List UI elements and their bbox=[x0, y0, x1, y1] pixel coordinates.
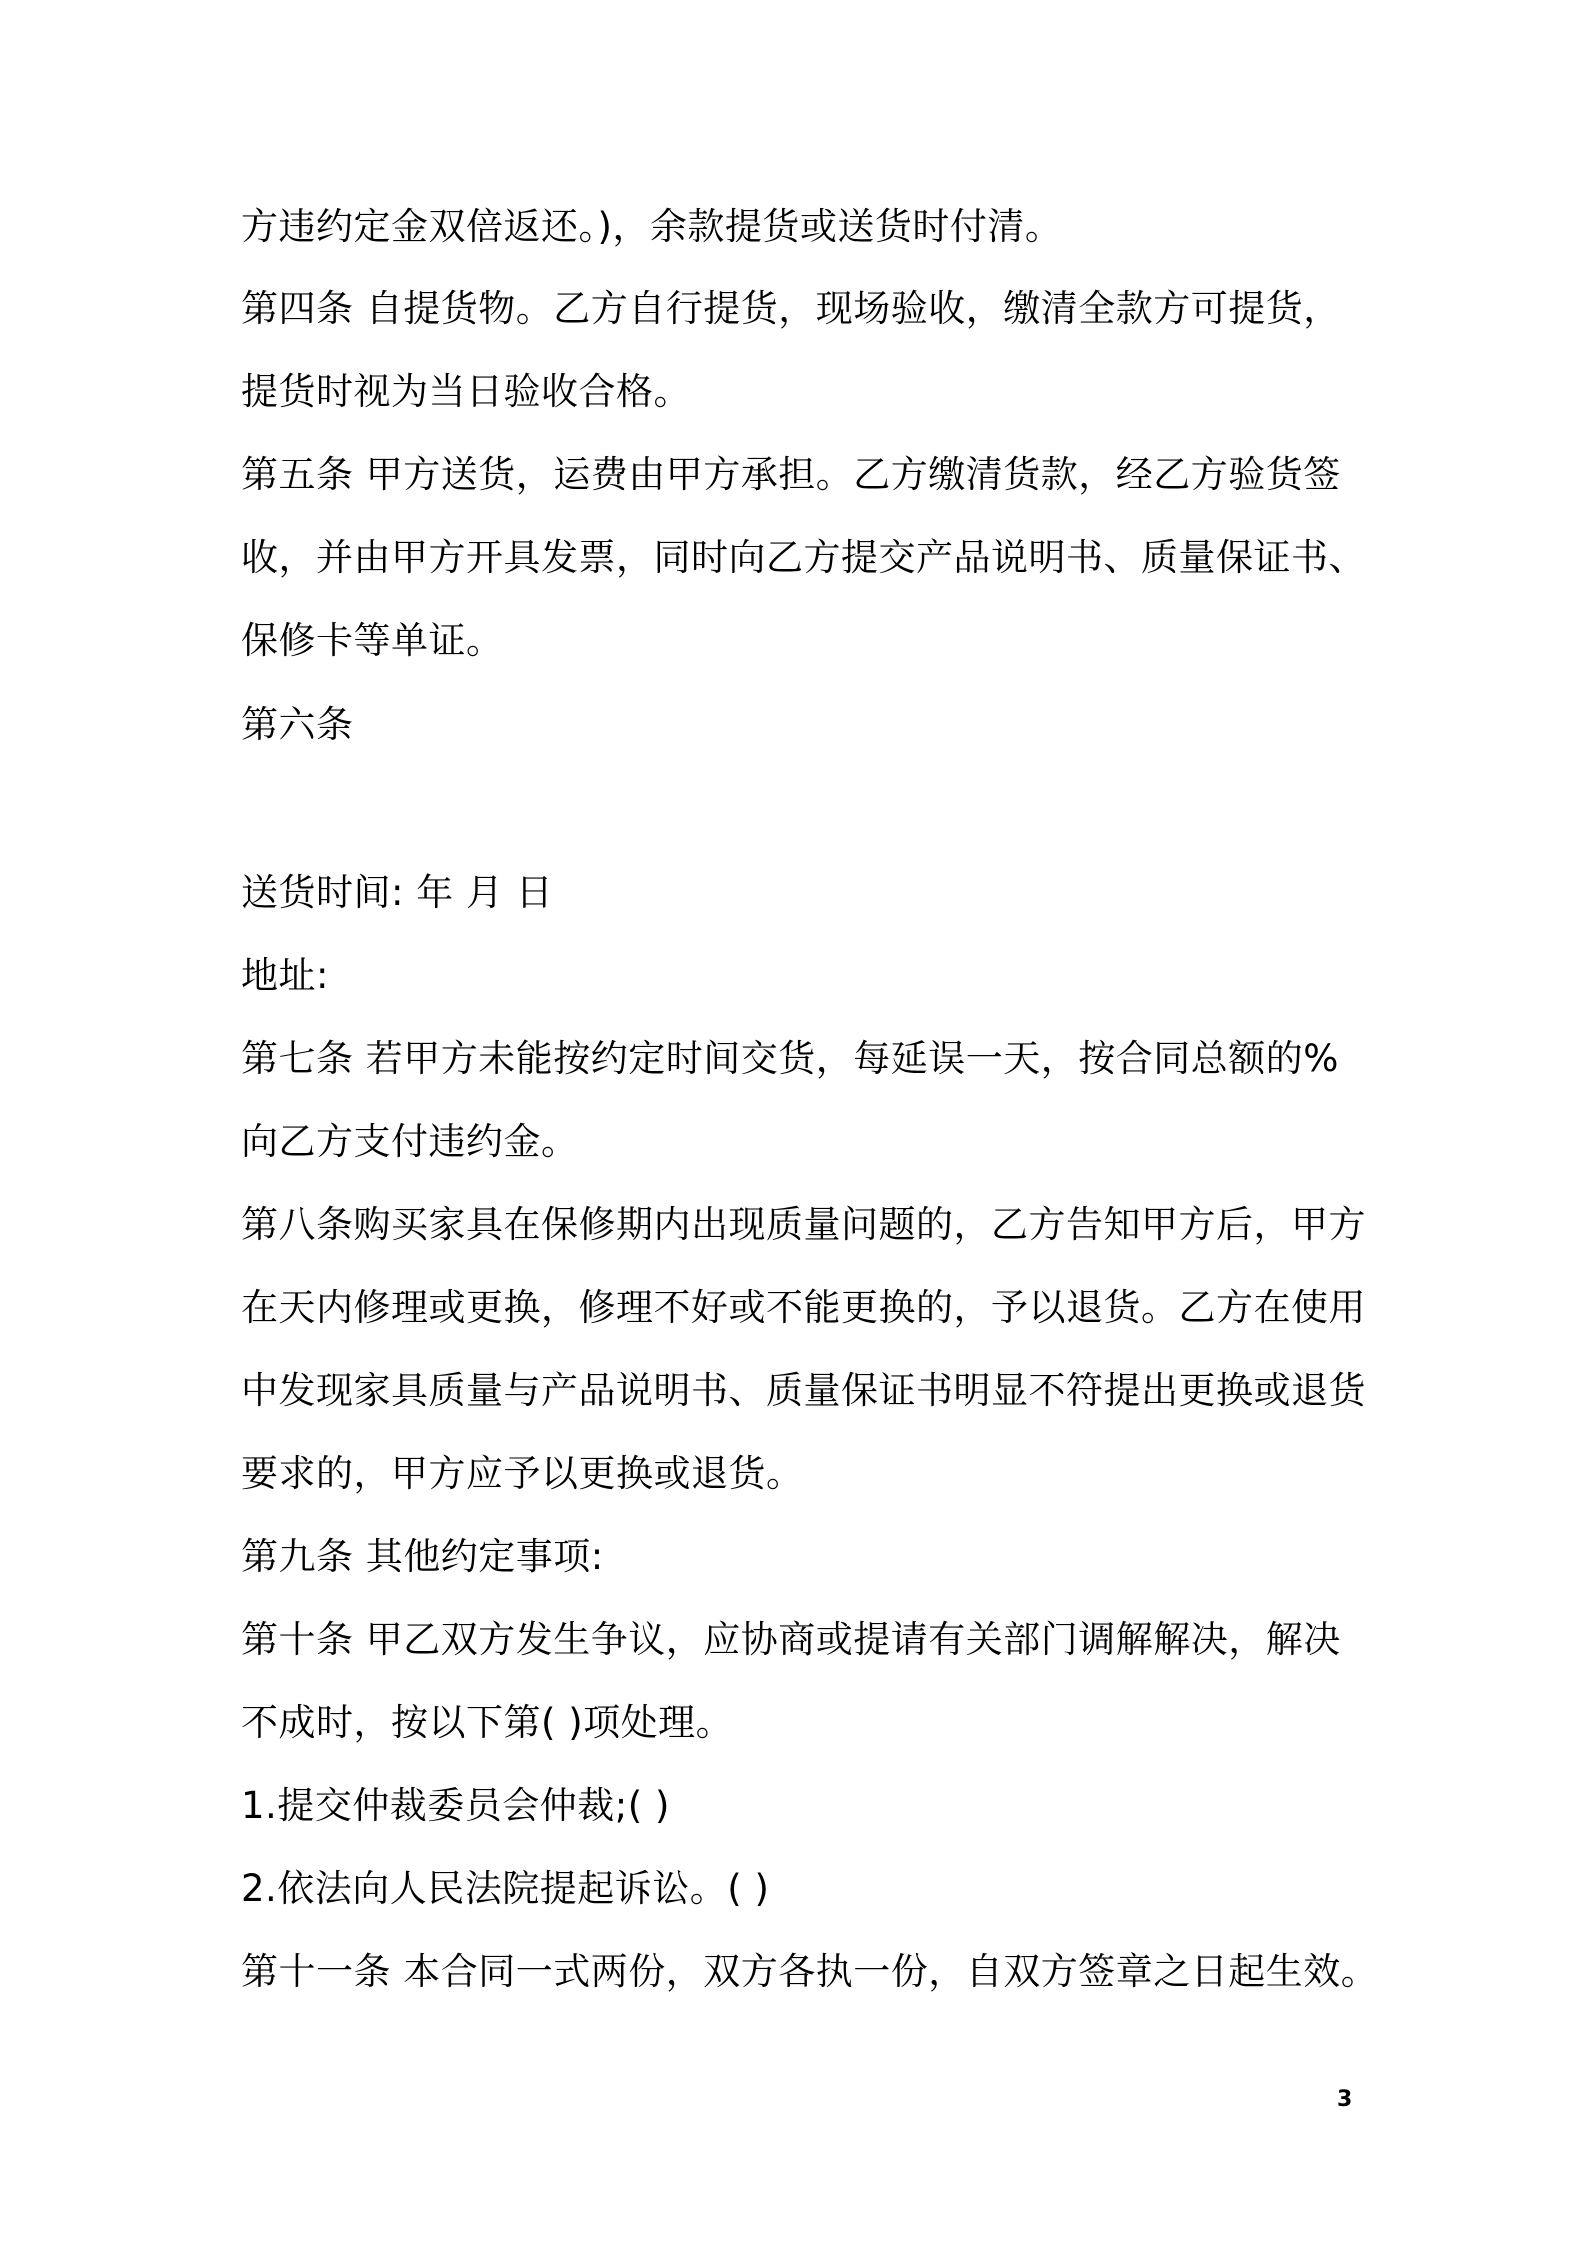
text-line: 方违约定金双倍返还。)，余款提货或送货时付清。 bbox=[241, 205, 1063, 248]
text-line: 保修卡等单证。 bbox=[241, 619, 504, 662]
text-line: 第八条购买家具在保修期内出现质量问题的，乙方告知甲方后，甲方 bbox=[241, 1203, 1366, 1246]
text-line: 地址: bbox=[241, 954, 329, 997]
text-line: 1.提交仲裁委员会仲裁;( ) bbox=[241, 1784, 670, 1827]
text-line: 中发现家具质量与产品说明书、质量保证书明显不符提出更换或退货 bbox=[241, 1369, 1366, 1412]
text-line: 第四条 自提货物。乙方自行提货，现场验收，缴清全款方可提货， bbox=[241, 287, 1341, 330]
text-line: 第七条 若甲方未能按约定时间交货，每延误一天，按合同总额的% bbox=[241, 1037, 1339, 1080]
text-line: 要求的，甲方应予以更换或退货。 bbox=[241, 1452, 804, 1495]
text-line: 向乙方支付违约金。 bbox=[241, 1120, 579, 1163]
text-line: 第六条 bbox=[241, 703, 354, 746]
text-line: 提货时视为当日验收合格。 bbox=[241, 370, 691, 413]
text-line: 收，并由甲方开具发票，同时向乙方提交产品说明书、质量保证书、 bbox=[241, 536, 1366, 579]
page-number: 3 bbox=[1337, 2087, 1353, 2112]
text-line: 第五条 甲方送货，运费由甲方承担。乙方缴清货款，经乙方验货签 bbox=[241, 453, 1341, 496]
text-line: 第九条 其他约定事项: bbox=[241, 1535, 604, 1578]
text-line: 在天内修理或更换，修理不好或不能更换的，予以退货。乙方在使用 bbox=[241, 1286, 1366, 1329]
text-line: 第十一条 本合同一式两份，双方各执一份，自双方签章之日起生效。 bbox=[241, 1950, 1379, 1993]
text-line: 2.依法向人民法院提起诉讼。( ) bbox=[241, 1867, 770, 1910]
text-line: 不成时，按以下第( )项处理。 bbox=[241, 1701, 734, 1744]
text-line: 送货时间: 年 月 日 bbox=[241, 871, 554, 914]
text-line: 第十条 甲乙双方发生争议，应协商或提请有关部门调解解决，解决 bbox=[241, 1618, 1341, 1661]
